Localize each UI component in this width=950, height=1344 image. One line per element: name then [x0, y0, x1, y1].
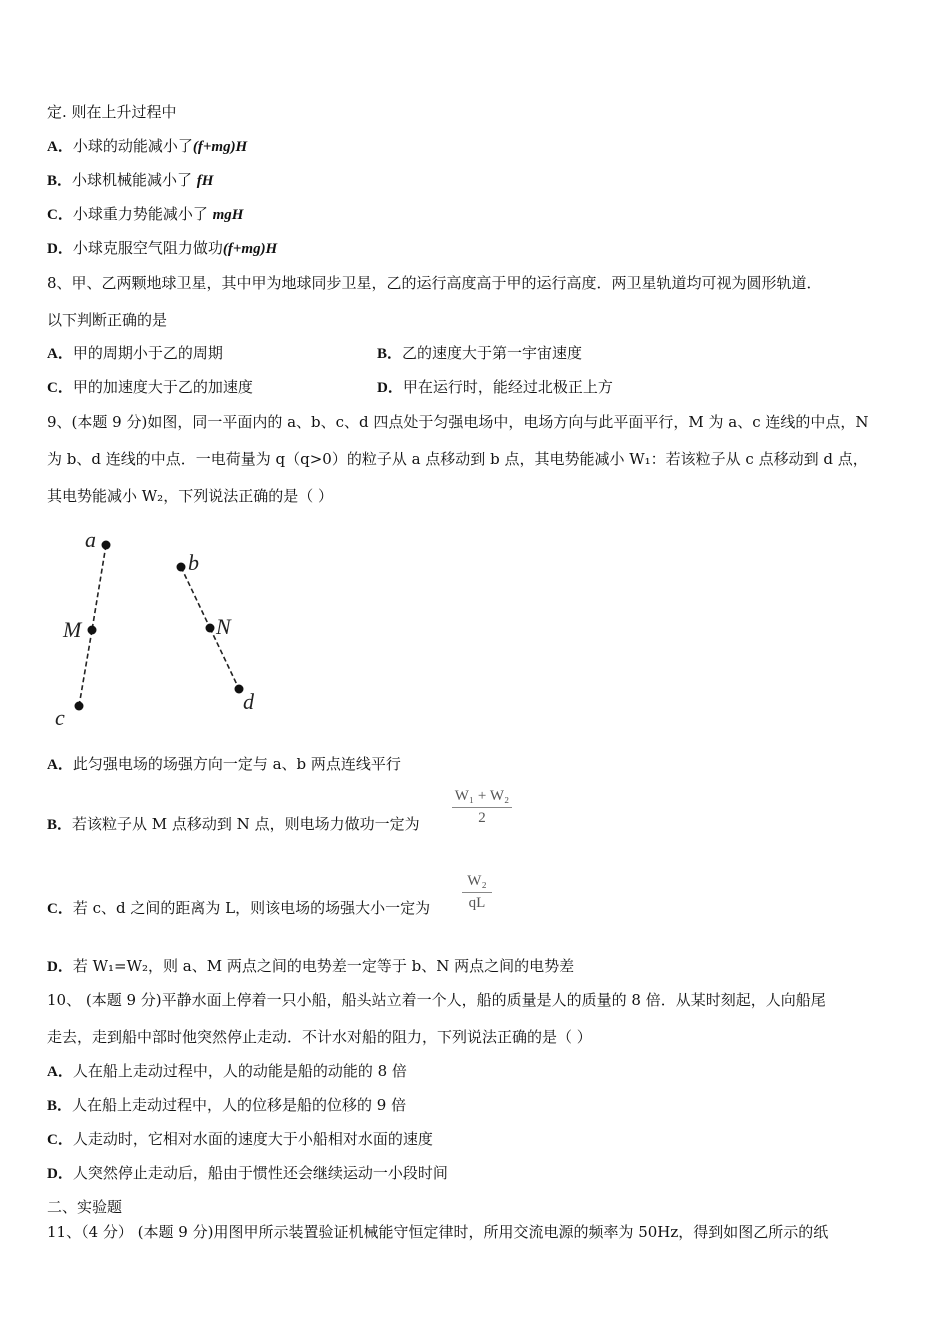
option-text: 若 c、d 之间的距离为 L，则该电场的场强大小一定为	[72, 899, 431, 917]
option-label: A．	[47, 346, 73, 362]
option-math: (f+mg)H	[222, 241, 278, 257]
q9-option-a	[47, 754, 401, 775]
line-b-n	[181, 567, 210, 628]
q8-option-b	[377, 343, 582, 364]
option-label: B．	[377, 346, 403, 362]
option-label: B．	[47, 1098, 73, 1114]
q7-option-a	[47, 136, 247, 157]
q10-option-b	[47, 1095, 406, 1116]
fraction-bar	[462, 892, 492, 893]
option-text: 此匀强电场的场强方向一定与 a、b 两点连线平行	[72, 755, 401, 773]
label-a: a	[85, 527, 96, 552]
option-label: A．	[47, 139, 73, 155]
q7-stem-cont: 定. 则在上升过程中	[47, 103, 177, 121]
label-c: c	[55, 705, 65, 730]
q8-option-c	[47, 377, 253, 398]
option-label: C．	[47, 1132, 73, 1148]
q10-stem-line1: 10、 (本题 9 分)平静水面上停着一只小船，船头站立着一个人，船的质量是人的质量的 8 倍．从某时刻起，人向船尾	[47, 991, 826, 1009]
q8-stem-line1: 8、甲、乙两颗地球卫星，其中甲为地球同步卫星，乙的运行高度高于甲的运行高度．两卫星轨道均可视为圆形轨道．	[47, 274, 822, 292]
option-text: 人在船上走动过程中，人的动能是船的动能的 8 倍	[72, 1062, 407, 1080]
option-text: 人在船上走动过程中，人的位移是船的位移的 9 倍	[72, 1096, 407, 1114]
option-text: 小球重力势能减小了	[72, 205, 213, 223]
q11-stem-line1: 11、（4 分） (本题 9 分)用图甲所示装置验证机械能守恒定律时，所用交流电源的频率为 50Hz，得到如图乙所示的纸	[47, 1223, 829, 1241]
option-label: D．	[47, 241, 73, 257]
q9-b-fraction	[452, 788, 512, 827]
option-label: D．	[377, 380, 403, 396]
option-text: 甲的加速度大于乙的加速度	[72, 378, 253, 396]
option-text: 人突然停止走动后，船由于惯性还会继续运动一小段时间	[72, 1164, 448, 1182]
q9-stem-line3: 其电势能减小 W₂，下列说法正确的是（ ）	[47, 487, 333, 505]
option-text: 若该粒子从 M 点移动到 N 点，则电场力做功一定为	[72, 815, 420, 833]
q9-figure-diagram	[45, 525, 285, 735]
option-text: 甲在运行时，能经过北极正上方	[402, 378, 613, 396]
q9-option-c	[47, 898, 430, 919]
option-label: A．	[47, 757, 73, 773]
fraction-numerator: W₂	[467, 873, 487, 889]
option-text: 小球的动能减小了	[72, 137, 193, 155]
q10-option-c	[47, 1129, 433, 1150]
point-a	[102, 541, 111, 550]
point-b	[177, 563, 186, 572]
fraction-numerator: W₁ + W₂	[454, 788, 510, 804]
q10-option-a	[47, 1061, 407, 1082]
option-text: 人走动时，它相对水面的速度大于小船相对水面的速度	[72, 1130, 433, 1148]
option-label: B．	[47, 817, 73, 833]
option-math: mgH	[212, 207, 244, 223]
q7-option-d	[47, 238, 277, 259]
fraction-bar	[452, 807, 512, 808]
fraction-denominator: 2	[478, 810, 486, 826]
label-n: N	[216, 614, 231, 639]
section-heading: 二、实验题	[47, 1198, 123, 1216]
option-label: A．	[47, 1064, 73, 1080]
option-label: D．	[47, 959, 73, 975]
option-text: 若 W₁=W₂，则 a、M 两点之间的电势差一定等于 b、N 两点之间的电势差	[72, 957, 575, 975]
option-text: 甲的周期小于乙的周期	[72, 344, 223, 362]
option-label: D．	[47, 1166, 73, 1182]
option-label: B．	[47, 173, 73, 189]
q8-option-d	[377, 377, 613, 398]
option-text: 乙的速度大于第一宇宙速度	[402, 344, 583, 362]
q10-option-d	[47, 1163, 448, 1184]
label-m: M	[63, 617, 82, 642]
line-a-m	[92, 545, 106, 630]
q9-option-b	[47, 814, 420, 835]
q8-option-a	[47, 343, 223, 364]
option-label: C．	[47, 207, 73, 223]
point-m	[88, 626, 97, 635]
q9-stem-line1: 9、(本题 9 分)如图，同一平面内的 a、b、c、d 四点处于匀强电场中，电场方向与此平面平行，M 为 a、c 连线的中点，N	[47, 413, 869, 431]
option-label: C．	[47, 380, 73, 396]
q9-c-fraction	[462, 873, 492, 912]
option-text: 小球机械能减小了	[72, 171, 197, 189]
q7-option-b	[47, 170, 213, 191]
q8-stem-line2: 以下判断正确的是	[47, 311, 168, 329]
q10-stem-line2: 走去，走到船中部时他突然停止走动．不计水对船的阻力，下列说法正确的是（ ）	[47, 1028, 592, 1046]
label-d: d	[243, 689, 254, 714]
point-n	[206, 624, 215, 633]
option-math: (f+mg)H	[192, 139, 248, 155]
fraction-denominator: qL	[468, 895, 486, 911]
option-math: fH	[196, 173, 214, 189]
q9-stem-line2: 为 b、d 连线的中点．一电荷量为 q（q>0）的粒子从 a 点移动到 b 点，其电势能减小 W₁：若该粒子从 c 点移动到 d 点，	[47, 450, 868, 468]
q9-option-d	[47, 956, 574, 977]
q7-option-c	[47, 204, 243, 225]
point-c	[75, 702, 84, 711]
label-b: b	[188, 550, 199, 575]
option-label: C．	[47, 901, 73, 917]
option-text: 小球克服空气阻力做功	[72, 239, 223, 257]
